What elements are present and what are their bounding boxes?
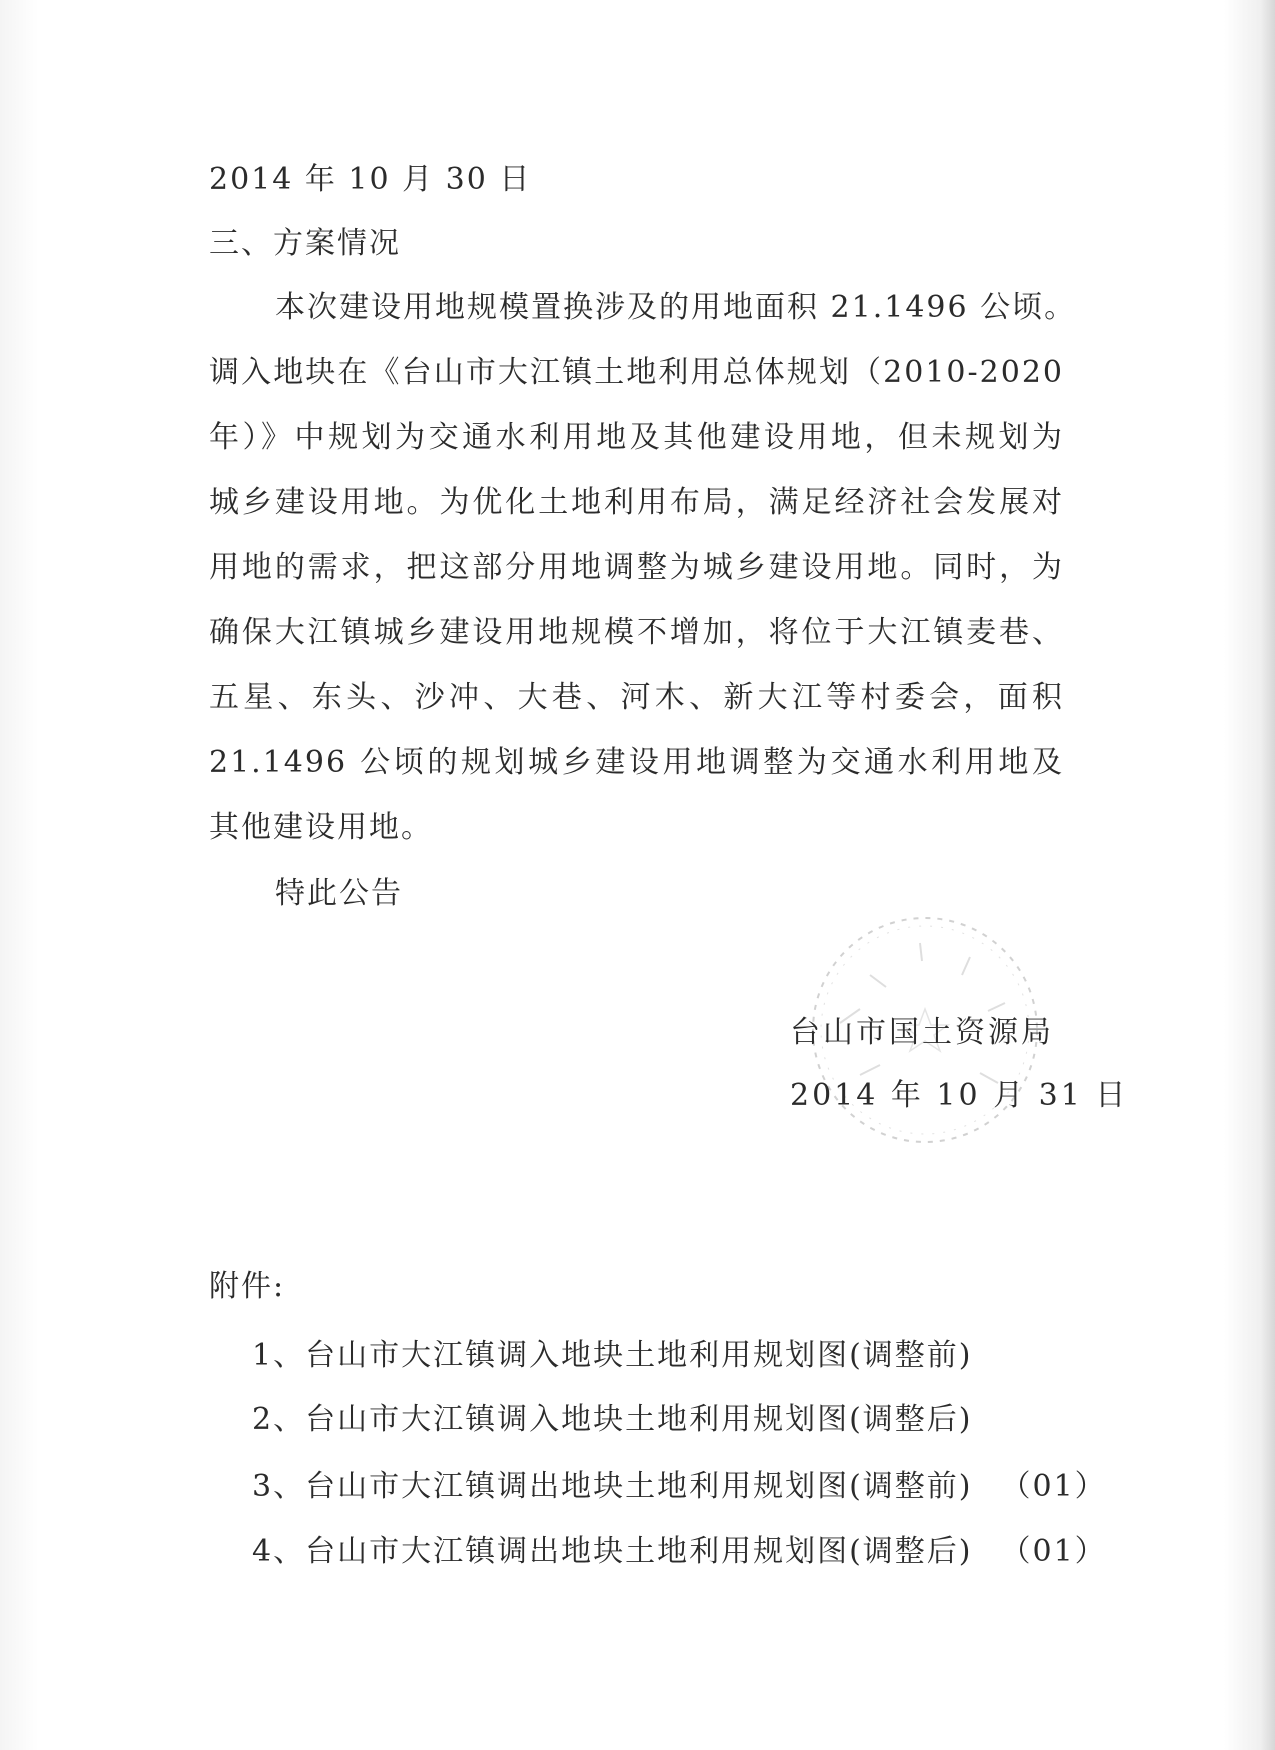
attachment-item xyxy=(252,1467,1107,1507)
attachment-text: 2、台山市大江镇调入地块土地利用规划图(调整后) xyxy=(252,1402,973,1437)
body-line: 城乡建设用地。为优化土地利用布局，满足经济社会发展对 xyxy=(209,485,1064,520)
body-line: 其他建设用地。 xyxy=(209,810,433,845)
attachment-item xyxy=(252,1532,1107,1572)
closing-text: 特此公告 xyxy=(275,876,403,911)
body-line: 五星、东头、沙冲、大巷、河木、新大江等村委会，面积 xyxy=(209,680,1064,715)
attachment-suffix: （01） xyxy=(1000,1469,1107,1504)
attachment-text: 4、台山市大江镇调出地块土地利用规划图(调整后) xyxy=(252,1534,973,1569)
attachment-suffix: （01） xyxy=(1000,1534,1107,1569)
body-line: 年）》中规划为交通水利用地及其他建设用地，但未规划为 xyxy=(209,420,1064,455)
body-line: 用地的需求，把这部分用地调整为城乡建设用地。同时，为 xyxy=(209,550,1064,585)
attachment-text: 1、台山市大江镇调入地块土地利用规划图(调整前) xyxy=(252,1338,973,1373)
attachment-item xyxy=(252,1336,973,1376)
date-top: 2014 年 10 月 30 日 xyxy=(209,162,532,197)
body-line: 调入地块在《台山市大江镇土地利用总体规划（2010-2020 xyxy=(209,355,1064,390)
section-heading: 三、方案情况 xyxy=(209,226,401,261)
page-edge-shadow xyxy=(1261,0,1275,1750)
issuer-name: 台山市国土资源局 xyxy=(790,1015,1054,1050)
body-line: 确保大江镇城乡建设用地规模不增加，将位于大江镇麦巷、 xyxy=(209,615,1064,650)
body-line: 本次建设用地规模置换涉及的用地面积 21.1496 公顷。 xyxy=(275,290,1077,325)
issue-date: 2014 年 10 月 31 日 xyxy=(790,1078,1129,1113)
attachment-text: 3、台山市大江镇调出地块土地利用规划图(调整前) xyxy=(252,1469,973,1504)
attachment-item xyxy=(252,1400,973,1440)
body-line: 21.1496 公顷的规划城乡建设用地调整为交通水利用地及 xyxy=(209,745,1064,780)
attachments-label: 附件: xyxy=(209,1269,286,1304)
